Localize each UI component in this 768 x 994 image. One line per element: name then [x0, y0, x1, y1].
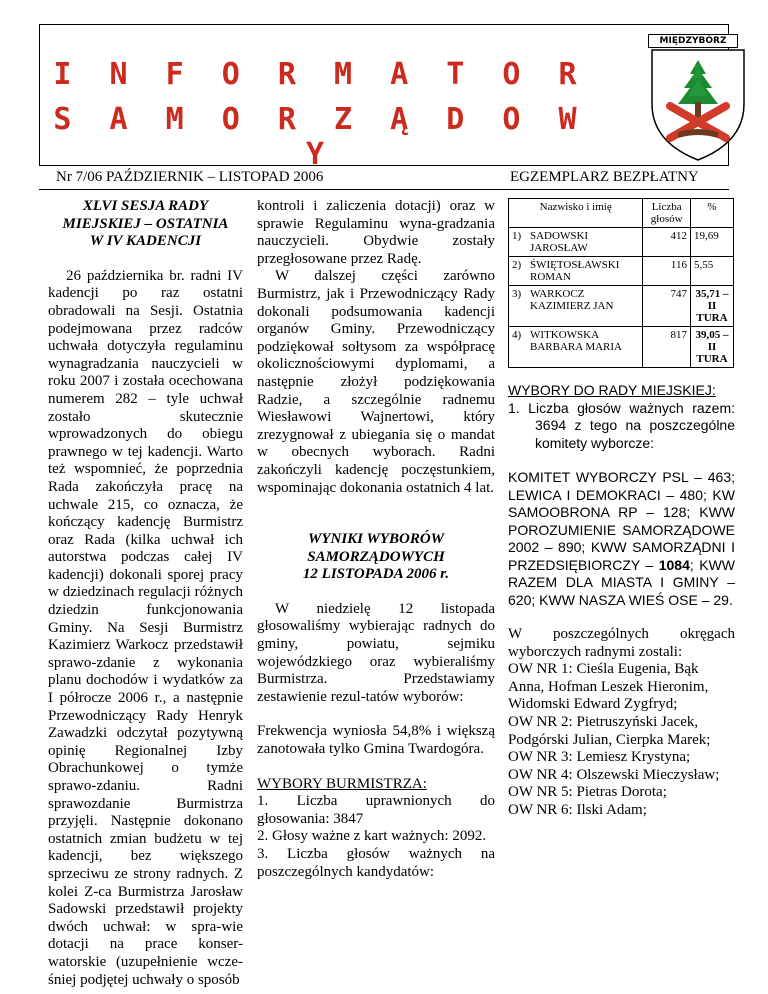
council-election-heading: WYBORY DO RADY MIEJSKIEJ: [508, 382, 716, 398]
district-item: OW NR 5: Pietras Dorota; [508, 784, 667, 801]
row-number: 1) [509, 228, 528, 257]
mayor-eligible: 1. Liczba uprawnionych do głosowania: 3847 [257, 793, 495, 827]
headline-session-l3: W IV KADENCJI [89, 233, 202, 250]
committee-results [508, 469, 735, 609]
candidate-percent: 5,55 [691, 257, 734, 286]
headline-results-l1: WYNIKI WYBORÓW [307, 531, 444, 548]
district-item: OW NR 4: Olszewski Mieczysław; [508, 766, 720, 783]
turnout-text: Frekwencja wyniosła 54,8% i większą zanotowała tylko Gmina Twardogóra. [257, 723, 495, 758]
mayor-votes-per-candidate: 3. Liczba głosów ważnych na poszczególnych kandydatów: [257, 846, 495, 880]
column-2 [257, 198, 495, 881]
district-item: OW NR 3: Lemiesz Krystyna; [508, 749, 691, 766]
candidate-name: WARKOCZ KAZIMIERZ JAN [527, 286, 643, 327]
candidate-percent: 35,71 – II TURA [691, 286, 734, 327]
results-intro: W niedzielę 12 listopada głosowaliśmy wybierając radnych do gminy, powiatu, sejmiku wojewódzkiego oraz wybieraliśmy Burmistrza. Przedstawiamy zestawienie rezul-tatów wyborów: [257, 600, 495, 705]
header-name: Nazwisko i imię [509, 199, 643, 228]
candidate-name: WITKOWSKA BARBARA MARIA [527, 327, 643, 368]
headline-session-l2: MIEJSKIEJ – OSTATNIA [62, 215, 229, 232]
headline-results-l2: SAMORZĄDOWYCH [307, 548, 445, 565]
headline-session-l1: XLVI SESJA RADY [82, 198, 209, 214]
table-header-row [509, 199, 734, 228]
committee-results-part1: KOMITET WYBORCZY PSL – 463; LEWICA I DEMOKRACI – 480; KW SAMOOBRONA RP – 128; KWW POROZUMIENIE SAMORZĄDOWE 2002 – 890; KWW SAMORZĄDNI I PRZEDSIĘBIORCZY – [508, 469, 735, 573]
candidate-votes: 747 [643, 286, 691, 327]
district-item: OW NR 1: Cieśla Eugenia, Bąk Anna, Hofman Leszek Hieronim, Widomski Edward Zygfryd; [508, 661, 709, 713]
table-row [509, 327, 734, 368]
title-samorzadowy: S A M O R Z Ą D O W Y [53, 102, 587, 172]
candidate-votes: 412 [643, 228, 691, 257]
mayor-valid-votes: 2. Głosy ważne z kart ważnych: 2092. [257, 828, 487, 845]
table-row [509, 228, 734, 257]
issue-number: Nr 7/06 PAŹDZIERNIK – LISTOPAD 2006 [56, 169, 324, 185]
column-1 [48, 198, 243, 989]
candidate-name: SADOWSKI JAROSŁAW [527, 228, 643, 257]
district-item: OW NR 2: Pietruszyński Jacek, Podgórski Julian, Cierpka Marek; [508, 713, 711, 748]
candidate-votes: 116 [643, 257, 691, 286]
header-divider [39, 189, 729, 190]
district-item: OW NR 6: Ilski Adam; [508, 801, 647, 818]
table-row [509, 286, 734, 327]
council-valid-votes: 1. Liczba głosów ważnych razem: 3694 z tego na poszczególne komitety wyborcze: [508, 399, 735, 451]
committee-winner-votes: 1084 [658, 556, 690, 573]
row-number: 2) [509, 257, 528, 286]
row-number: 4) [509, 327, 528, 368]
mayor-election-heading: WYBORY BURMISTRZA: [257, 775, 427, 792]
row-number: 3) [509, 286, 528, 327]
header-votes: Liczba głosów [643, 199, 691, 228]
free-copy-label: EGZEMPLARZ BEZPŁATNY [510, 169, 699, 185]
candidate-percent: 19,69 [691, 228, 734, 257]
crest-label: MIĘDZYBÓRZ [648, 34, 738, 48]
committee-results-part2: ; KWW RAZEM DLA MIASTA I GMINY – 620; KWW NASZA WIEŚ OSE – 29. [508, 556, 735, 608]
districts-intro: W poszczególnych okręgach wyborczych radnymi zostali: [508, 626, 735, 660]
session-article-body: 26 października br. radni IV kadencji po raz ostatni obradowali na Sesji. Ostatnia podejmowana przez radców uchwała dotyczyła regulaminu wynagradzania nauczycieli w roku 2007 i została ocechowana numerem 282 – tyle uchwał zostało skutecznie wprowadzonych do obiegu prawnego w tej kadencji. Warto też wspomnieć, że poprzednia Rada zakończyła pracę na uchwale 215, co oznacza, że kończący kadencję Burmistrz oraz Rada (kilka uchwał ich autorstwa podczas całej IV kadencji) dokonali sporej pracy w dziedzinach regulacji różnych dziedzin funkcjonowania Gminy. Na Sesji Burmistrz Kazimierz Warkocz przedstawił sprawo-zdanie z wykonania planu dochodów i wydatków za I półrocze 2006 r., a następnie Przewodniczący Rady Henryk Zawadzki odczytał pozytywną opinię Regionalnej Izby Obrachunkowej o tymże sprawo-zdaniu. Radni sprawozdanie Burmistrza przyjęli. Następnie dokonano ostatnich zmian budżetu w tej kadencji, bez większego sprzeciwu ze strony radnych. Z kolei Z-ca Burmistrza Jarosław Sadowski przedstawił projekty dwóch uchwał: w spra-wie dotacji na prace konser-watorskie (uzupełnienie wcze-śniej podjętej uchwały o sposób [48, 267, 243, 988]
candidate-name: ŚWIĘTOSŁAWSKI ROMAN [527, 257, 643, 286]
column-3 [508, 198, 735, 820]
mayor-results-table [508, 198, 734, 368]
session-article-continued: kontroli i zaliczenia dotacji) oraz w sprawie Regulaminu wyna-gradzania nauczycieli. Obydwie zostały przegłosowane przez Radę. [257, 198, 495, 267]
session-article-summary: W dalszej części zarówno Burmistrz, jak i Przewodniczący Rady dokonali podsumowania kadencji organów Gminy. Przewodniczący podziękował sołtysom za współpracę okolicznościowymi dyplomami, a następnie złożył podziękowania Radzie, a szczególnie radnemu Wiesławowi Wajnertowi, który zrezygnował z ubiegania się o mandat w obecnych wyborach. Radni zakończyli kadencję poczęstunkiem, wspominając dokonania ostatnich 4 lat. [257, 268, 495, 496]
table-row [509, 257, 734, 286]
candidate-votes: 817 [643, 327, 691, 368]
masthead [39, 24, 729, 172]
crest [648, 34, 752, 164]
header-percent: % [691, 199, 734, 228]
headline-results-l3: 12 LISTOPADA 2006 r. [302, 566, 450, 583]
candidate-percent: 39,05 – II TURA [691, 327, 734, 368]
title-informator: I N F O R M A T O R [53, 57, 587, 92]
coat-of-arms-icon [648, 34, 752, 164]
